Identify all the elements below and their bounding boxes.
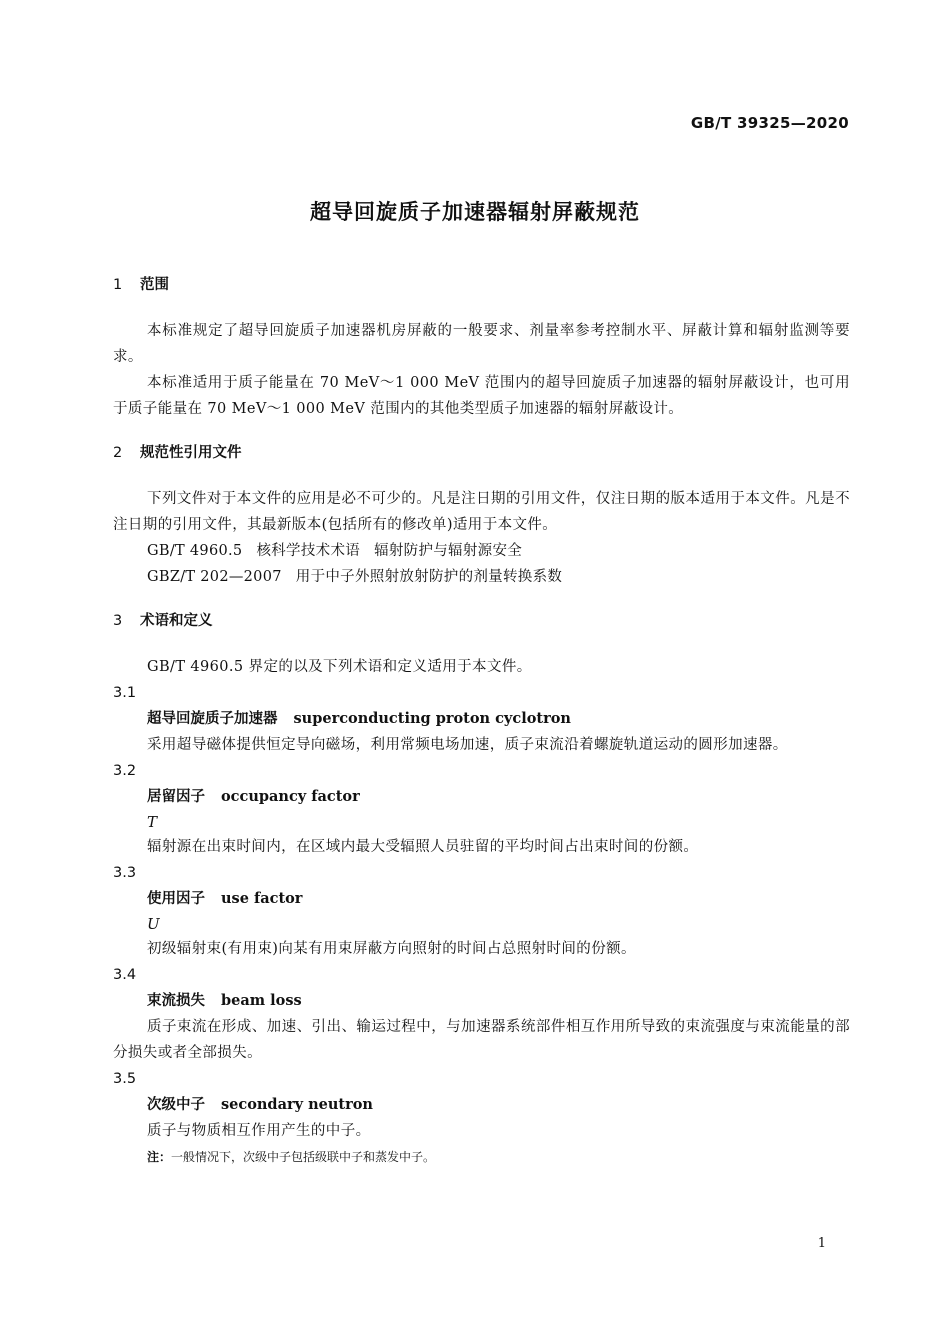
term-note — [113, 1144, 850, 1170]
note-label: 注： — [147, 1150, 172, 1164]
term-symbol: T — [147, 813, 158, 831]
term-definition: 质子与物质相互作用产生的中子。 — [147, 1123, 371, 1139]
section-heading-terms-definitions — [113, 608, 850, 634]
term-chinese: 次级中子 — [147, 1097, 205, 1113]
paragraph: 本标准规定了超导回旋质子加速器机房屏蔽的一般要求、剂量率参考控制水平、屏蔽计算和辐射监测等要求。 — [113, 323, 850, 365]
paragraph: GB/T 4960.5 界定的以及下列术语和定义适用于本文件。 — [147, 659, 532, 675]
term-english: use factor — [221, 890, 303, 907]
term-heading — [113, 988, 850, 1014]
section-number: 1 — [113, 277, 123, 293]
term-definition: 质子束流在形成、加速、引出、输运过程中，与加速器系统部件相互作用所导致的束流强度与束流能量的部分损失或者全部损失。 — [113, 1019, 850, 1061]
reference-item — [113, 538, 850, 564]
section-title: 范围 — [140, 277, 169, 293]
term-english: superconducting proton cyclotron — [293, 710, 571, 727]
section-number: 2 — [113, 445, 123, 461]
term-number: 3.4 — [113, 967, 137, 983]
term-english: occupancy factor — [221, 788, 360, 805]
term-english: secondary neutron — [221, 1096, 373, 1113]
term-number: 3.3 — [113, 865, 137, 881]
term-definition: 采用超导磁体提供恒定导向磁场，利用常频电场加速，质子束流沿着螺旋轨道运动的圆形加速器。 — [147, 737, 788, 753]
term-symbol: U — [147, 915, 160, 933]
term-heading — [113, 706, 850, 732]
term-chinese: 束流损失 — [147, 993, 205, 1009]
term-number: 3.1 — [113, 685, 137, 701]
reference-title: 用于中子外照射放射防护的剂量转换系数 — [295, 569, 563, 585]
term-chinese: 居留因子 — [147, 789, 205, 805]
term-number: 3.2 — [113, 763, 137, 779]
reference-subtitle: 辐射防护与辐射源安全 — [374, 543, 523, 559]
note-text: 一般情况下，次级中子包括级联中子和蒸发中子。 — [171, 1150, 436, 1164]
section-heading-normative-references — [113, 440, 850, 466]
document-body — [113, 272, 850, 1170]
paragraph: 本标准适用于质子能量在 70 MeV～1 000 MeV 范围内的超导回旋质子加速器的辐射屏蔽设计，也可用于质子能量在 70 MeV～1 000 MeV 范围内的其他类型质子加速器的辐射屏蔽设计。 — [113, 375, 850, 417]
document-title: 超导回旋质子加速器辐射屏蔽规范 — [310, 200, 640, 224]
term-number: 3.5 — [113, 1071, 137, 1087]
paragraph: 下列文件对于本文件的应用是必不可少的。凡是注日期的引用文件，仅注日期的版本适用于本文件。凡是不注日期的引用文件，其最新版本(包括所有的修改单)适用于本文件。 — [113, 491, 850, 533]
section-title: 术语和定义 — [140, 613, 213, 629]
reference-code: GB/T 4960.5 — [147, 543, 243, 559]
term-heading — [113, 886, 850, 912]
reference-item — [113, 564, 850, 590]
term-chinese: 超导回旋质子加速器 — [147, 711, 278, 727]
page-number: 1 — [817, 1236, 826, 1251]
term-definition: 初级辐射束(有用束)向某有用束屏蔽方向照射的时间占总照射时间的份额。 — [147, 941, 636, 957]
term-english: beam loss — [221, 992, 302, 1009]
term-definition: 辐射源在出束时间内，在区域内最大受辐照人员驻留的平均时间占出束时间的份额。 — [147, 839, 699, 855]
term-heading — [113, 1092, 850, 1118]
standard-number: GB/T 39325—2020 — [690, 114, 849, 132]
reference-code: GBZ/T 202—2007 — [147, 569, 282, 585]
term-heading — [113, 784, 850, 810]
section-heading-scope — [113, 272, 850, 298]
reference-title: 核科学技术术语 — [256, 543, 361, 559]
section-number: 3 — [113, 613, 123, 629]
term-chinese: 使用因子 — [147, 891, 205, 907]
section-title: 规范性引用文件 — [140, 445, 242, 461]
